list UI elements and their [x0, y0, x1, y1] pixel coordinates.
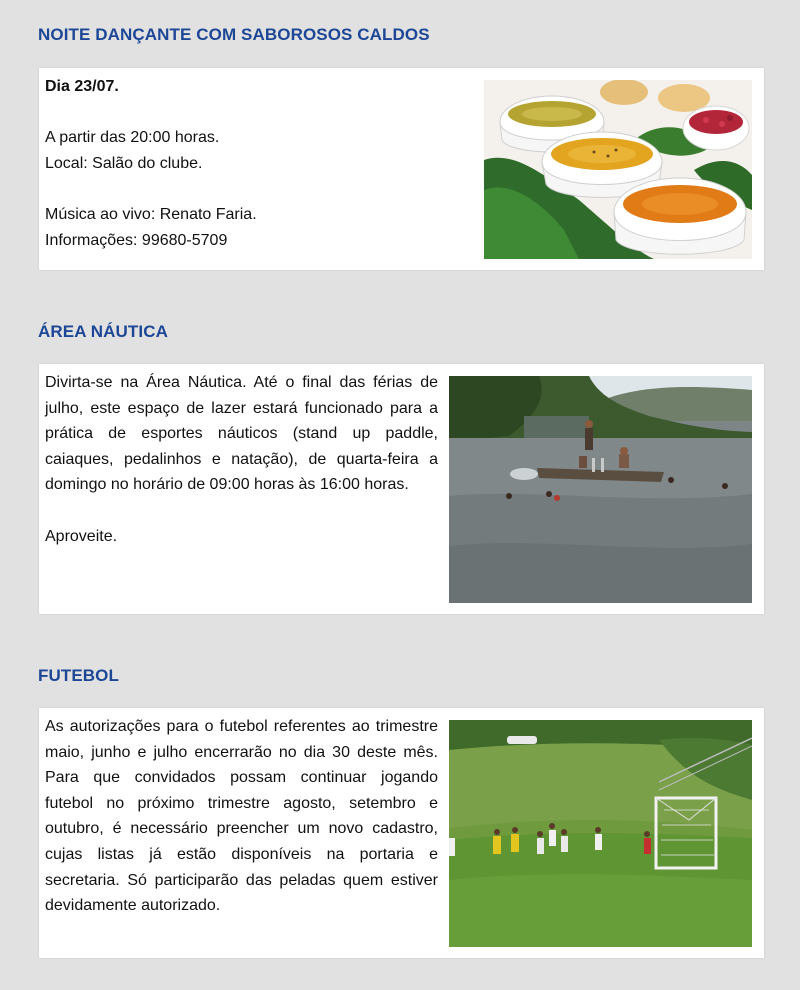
- event-date: Dia 23/07.: [45, 78, 119, 95]
- lake-swimmers-photo: [449, 376, 752, 603]
- event-card-noite-dancante: [39, 68, 764, 270]
- event-details: [45, 74, 465, 253]
- nautica-text: [45, 370, 438, 549]
- event-music: Música ao vivo: Renato Faria.: [45, 205, 257, 223]
- soccer-field-photo: [449, 720, 752, 947]
- event-time: A partir das 20:00 horas.: [45, 129, 220, 147]
- event-card-futebol: [39, 708, 764, 958]
- futebol-paragraph: As autorizações para o futebol referentes ao trimestre maio, junho e julho encerrarão no dia 30 deste mês. Para que convidados possam continuar jogando futebol no próximo trimestre agosto, setembro e outubro, é necessário preencher um novo cadastro, cujas listas já estão disponíveis na portaria e secretaria. Só participarão das peladas quem estiver devidamente autorizado.: [45, 718, 438, 915]
- futebol-text: [45, 714, 438, 919]
- event-place: Local: Salão do clube.: [45, 154, 203, 172]
- section-title-futebol: FUTEBOL: [38, 666, 119, 685]
- section-title-area-nautica: ÁREA NÁUTICA: [38, 322, 168, 341]
- event-info-phone: Informações: 99680-5709: [45, 231, 228, 249]
- nautica-closing: Aproveite.: [45, 527, 118, 545]
- event-card-area-nautica: [39, 364, 764, 614]
- section-title-noite-dancante: NOITE DANÇANTE COM SABOROSOS CALDOS: [38, 25, 430, 44]
- nautica-paragraph: Divirta-se na Área Náutica. Até o final das férias de julho, este espaço de lazer estará funcionado para a prática de esportes náuticos (stand up paddle, caiaques, pedalinhos e natação), de quarta-feira a domingo no horário de 09:00 horas às 16:00 horas.: [45, 374, 438, 494]
- soup-bowls-photo: [484, 80, 752, 259]
